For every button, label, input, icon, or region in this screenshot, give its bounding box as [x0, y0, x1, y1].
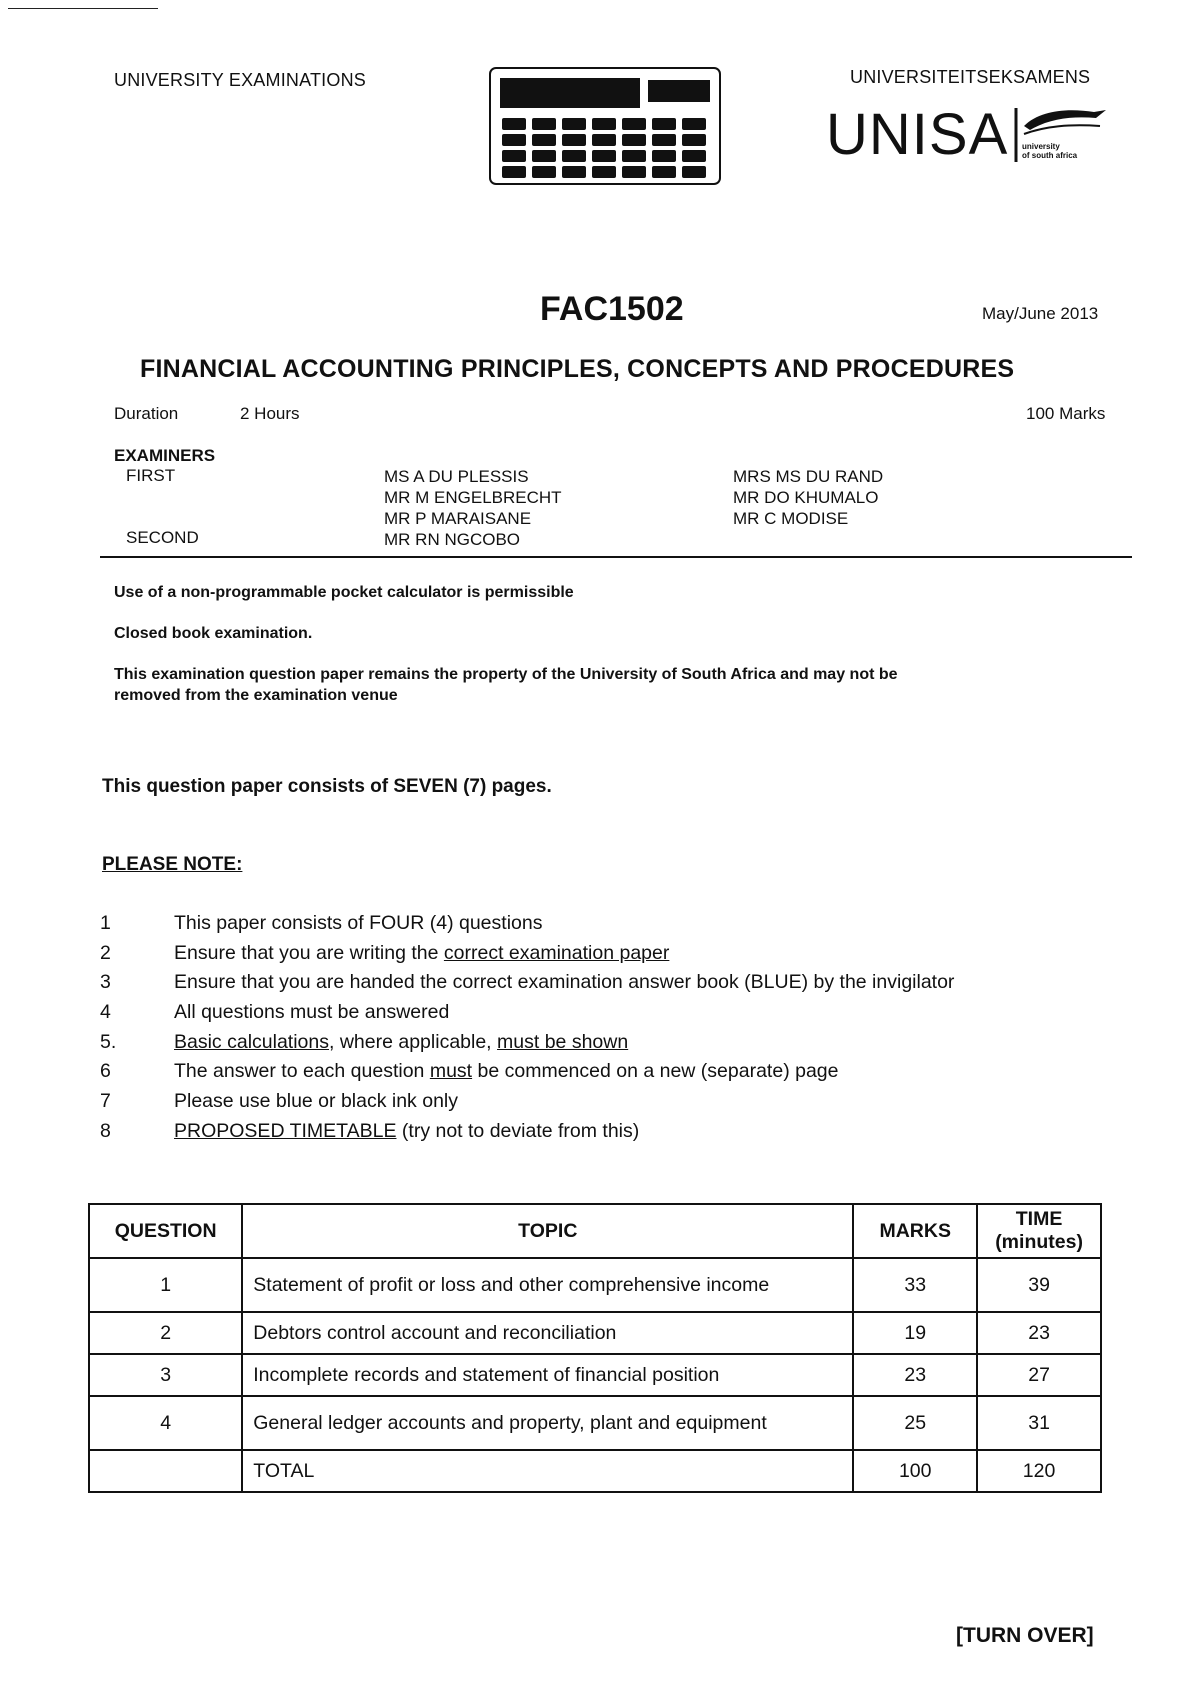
header-time-line-1: TIME [1015, 1208, 1063, 1230]
note-number: 2 [100, 941, 111, 964]
table-header-row [89, 1204, 1101, 1258]
calculator-key [622, 150, 646, 162]
calculator-key [502, 118, 526, 130]
calculator-key [562, 118, 586, 130]
exam-period: May/June 2013 [982, 304, 1099, 323]
logo-small-line-2: of south africa [1022, 151, 1078, 160]
property-line-2: removed from the examination venue [114, 687, 398, 704]
cell-total-marks: 100 [853, 1450, 977, 1492]
examiner-name: MR RN NGCOBO [384, 530, 520, 549]
exam-title: FINANCIAL ACCOUNTING PRINCIPLES, CONCEPTS AND PROCEDURES [140, 355, 1015, 383]
page-count-statement: This question paper consists of SEVEN (7) pages. [102, 776, 552, 797]
unisa-logo-text: UNISA [826, 102, 1009, 167]
calculator-key [652, 150, 676, 162]
header-question: QUESTION [89, 1204, 242, 1258]
duration-value: 2 Hours [240, 404, 300, 423]
unisa-logo-subtitle [1022, 142, 1077, 160]
examiner-name: MR P MARAISANE [384, 509, 532, 528]
note-text: Please use blue or black ink only [174, 1090, 458, 1113]
header-time-line-2: (minutes) [995, 1231, 1083, 1253]
header-time [977, 1204, 1101, 1258]
property-instruction [114, 664, 898, 706]
calculator-key [682, 166, 706, 178]
calculator-key [622, 166, 646, 178]
cell-marks: 23 [853, 1354, 977, 1396]
note-number: 8 [100, 1119, 111, 1142]
calculator-key [532, 118, 556, 130]
cell-marks: 19 [853, 1312, 977, 1354]
table-row [89, 1396, 1101, 1450]
total-marks: 100 Marks [1026, 404, 1106, 423]
section-divider [100, 556, 1132, 558]
examiners-first-column-1 [384, 466, 562, 550]
cell-topic: Incomplete records and statement of financial position [242, 1354, 853, 1396]
calculator-key [592, 150, 616, 162]
table-row [89, 1312, 1101, 1354]
cell-topic: General ledger accounts and property, plant and equipment [242, 1396, 853, 1450]
cell-marks: 33 [853, 1258, 977, 1312]
cell-question-empty [89, 1450, 242, 1492]
calculator-key [652, 134, 676, 146]
calculator-key [682, 134, 706, 146]
note-text: The answer to each question must be commenced on a new (separate) page [174, 1060, 839, 1083]
calculator-key [592, 134, 616, 146]
examiner-name: MR DO KHUMALO [733, 488, 879, 507]
note-number: 6 [100, 1060, 111, 1083]
calculator-key [502, 166, 526, 178]
examiner-name: MR M ENGELBRECHT [384, 488, 562, 507]
cell-question: 2 [89, 1312, 242, 1354]
examiners-heading: EXAMINERS [114, 446, 216, 465]
corner-rule [8, 8, 158, 9]
table-row [89, 1258, 1101, 1312]
turn-over-label: [TURN OVER] [956, 1624, 1094, 1647]
note-text: All questions must be answered [174, 1001, 450, 1024]
calculator-key [562, 134, 586, 146]
note-text: Ensure that you are handed the correct examination answer book (BLUE) by the invigilator [174, 971, 955, 994]
calculator-key [562, 150, 586, 162]
cell-total-label: TOTAL [242, 1450, 853, 1492]
cell-marks: 25 [853, 1396, 977, 1450]
cell-topic: Debtors control account and reconciliation [242, 1312, 853, 1354]
examiner-name: MS A DU PLESSIS [384, 467, 529, 486]
header-right-label: UNIVERSITEITSEKSAMENS [850, 67, 1091, 87]
calculator-key [532, 166, 556, 178]
calculator-key [652, 166, 676, 178]
table-total-row [89, 1450, 1101, 1492]
cell-question: 3 [89, 1354, 242, 1396]
calculator-key [532, 134, 556, 146]
header-topic: TOPIC [242, 1204, 853, 1258]
please-note-heading: PLEASE NOTE: [102, 854, 243, 875]
header-left-label: UNIVERSITY EXAMINATIONS [114, 70, 366, 90]
calculator-key [502, 150, 526, 162]
examiner-name: MRS MS DU RAND [733, 467, 884, 486]
calculator-key [622, 118, 646, 130]
note-text: This paper consists of FOUR (4) questions [174, 912, 543, 934]
examiners-first-label: FIRST [126, 466, 176, 485]
note-number: 3 [100, 971, 111, 994]
calculator-key [652, 118, 676, 130]
cell-time: 27 [977, 1354, 1101, 1396]
examiner-name: MR C MODISE [733, 509, 849, 528]
closed-book-instruction: Closed book examination. [114, 625, 313, 642]
note-number: 7 [100, 1090, 111, 1113]
cell-topic: Statement of profit or loss and other comprehensive income [242, 1258, 853, 1312]
calculator-icon [488, 66, 722, 186]
calculator-key [682, 150, 706, 162]
calculator-key [562, 166, 586, 178]
calculator-key [502, 134, 526, 146]
note-text: Basic calculations, where applicable, must be shown [174, 1030, 629, 1053]
timetable [88, 1203, 1102, 1493]
cell-question: 4 [89, 1396, 242, 1450]
note-number: 5. [100, 1030, 117, 1053]
note-text: Ensure that you are writing the correct examination paper [174, 941, 670, 964]
examiners-first-column-2 [733, 466, 883, 529]
note-text: PROPOSED TIMETABLE (try not to deviate from this) [174, 1119, 640, 1142]
cell-time: 23 [977, 1312, 1101, 1354]
calculator-key [592, 118, 616, 130]
duration-label: Duration [114, 404, 179, 423]
note-number: 4 [100, 1001, 111, 1024]
exam-code: FAC1502 [540, 290, 684, 328]
header-marks: MARKS [853, 1204, 977, 1258]
calculator-key [592, 166, 616, 178]
calculator-instruction: Use of a non-programmable pocket calculator is permissible [114, 584, 574, 601]
cell-total-time: 120 [977, 1450, 1101, 1492]
cell-time: 31 [977, 1396, 1101, 1450]
table-row [89, 1354, 1101, 1396]
note-number: 1 [100, 912, 111, 934]
calculator-key [682, 118, 706, 130]
cell-question: 1 [89, 1258, 242, 1312]
calculator-key [622, 134, 646, 146]
examiners-second-label: SECOND [126, 528, 199, 547]
logo-small-line-1: university [1022, 142, 1060, 151]
property-line-1: This examination question paper remains the property of the University of South Africa and may not be [114, 666, 898, 683]
cell-time: 39 [977, 1258, 1101, 1312]
calculator-key [532, 150, 556, 162]
